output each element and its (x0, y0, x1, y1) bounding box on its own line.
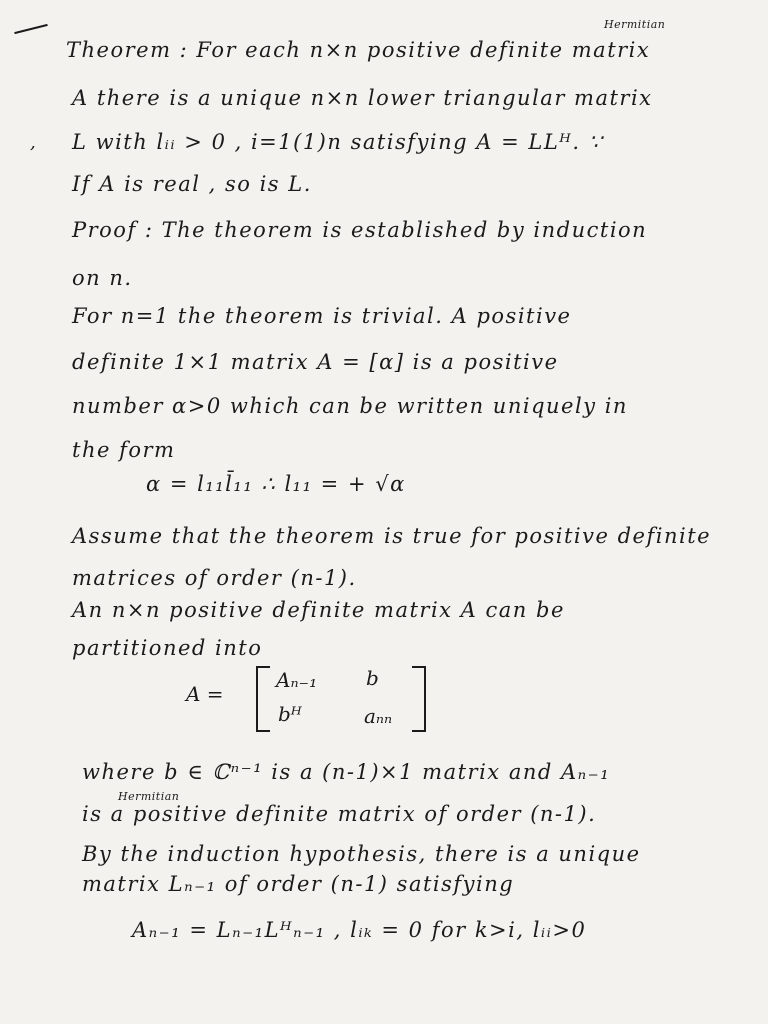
annotation-hermitian-mid: Hermitian (118, 790, 180, 803)
matrix-cell-a21: bᴴ (278, 702, 302, 726)
matrix-cell-a11: Aₙ₋₁ (276, 668, 318, 692)
matrix-left-bracket (256, 666, 270, 732)
matrix-lhs: A = (186, 682, 224, 706)
proof-equation-alpha: α = l₁₁l̄₁₁ ∴ l₁₁ = + √α (146, 472, 406, 496)
theorem-line-3: L with lᵢᵢ > 0 , i=1(1)n satisfying A = LLᴴ. ∵ (72, 130, 604, 154)
proof-line-8: Assume that the theorem is true for positive definite (72, 524, 712, 548)
theorem-line-4: If A is real , so is L. (72, 172, 312, 196)
proof-line-11: partitioned into (72, 636, 263, 660)
proof-line-1: Proof : The theorem is established by induction (72, 218, 648, 242)
proof-line-10: An n×n positive definite matrix A can be (72, 598, 565, 622)
matrix-right-bracket (412, 666, 426, 732)
proof-line-15: matrix Lₙ₋₁ of order (n-1) satisfying (82, 872, 515, 896)
proof-line-3: For n=1 the theorem is trivial. A positive (72, 304, 572, 328)
proof-line-12: where b ∈ ℂⁿ⁻¹ is a (n-1)×1 matrix and Aₙ₋₁ (82, 760, 611, 784)
margin-dash-mark (14, 24, 47, 34)
theorem-line-1: Theorem : For each n×n positive definite matrix (66, 38, 651, 62)
proof-line-5: number α>0 which can be written uniquely in (72, 394, 628, 418)
proof-line-4: definite 1×1 matrix A = [α] is a positive (72, 350, 559, 374)
theorem-line-2: A there is a unique n×n lower triangular matrix (72, 86, 653, 110)
margin-dot-mark: , (30, 132, 36, 153)
proof-line-16: Aₙ₋₁ = Lₙ₋₁Lᴴₙ₋₁ , lᵢₖ = 0 for k>i, lᵢᵢ>0 (132, 918, 587, 942)
annotation-hermitian-top: Hermitian (604, 18, 666, 31)
partitioned-matrix (186, 662, 436, 732)
proof-line-6: the form (72, 438, 176, 462)
proof-line-2: on n. (72, 266, 133, 290)
matrix-cell-a12: b (366, 666, 379, 690)
proof-line-9: matrices of order (n-1). (72, 566, 357, 590)
proof-line-13: is a positive definite matrix of order (n-1). (82, 802, 597, 826)
matrix-cell-a22: aₙₙ (364, 704, 393, 728)
proof-line-14: By the induction hypothesis, there is a unique (82, 842, 641, 866)
